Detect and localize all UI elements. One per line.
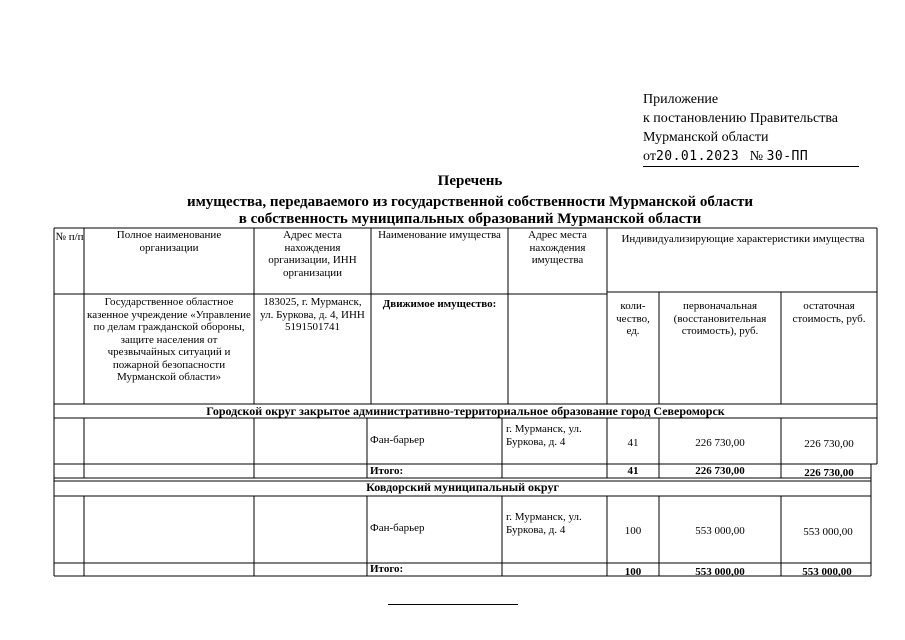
header-characteristics: Индивидуализирующие характеристики имущества xyxy=(621,233,865,245)
total-qty: 41 xyxy=(627,465,639,477)
org-address: 183025, г. Мурманск, ул. Буркова, д. 4, ИНН 5191501741 xyxy=(260,296,365,333)
document-title: Перечень xyxy=(437,173,503,189)
total-qty: 100 xyxy=(624,566,642,578)
header-qty: коли-чество, ед. xyxy=(616,300,650,337)
total-label: Итого: xyxy=(370,563,404,575)
footer-separator xyxy=(388,604,518,605)
item-residual-cost: 226 730,00 xyxy=(804,438,854,450)
header-property-address: Адрес места нахождения имущества xyxy=(528,229,587,266)
document-subtitle-1: имущества, передаваемого из государственной собственности Мурманской области xyxy=(186,194,754,210)
number-prefix: № xyxy=(749,149,764,164)
total-residual-cost: 226 730,00 xyxy=(804,467,854,479)
section-title-severomorsk: Городской округ закрытое административно-территориальное образование город Североморск xyxy=(206,404,725,418)
total-residual-cost: 553 000,00 xyxy=(802,566,852,578)
item-address: г. Мурманск, ул. Буркова, д. 4 xyxy=(506,511,582,536)
header-property-name: Наименование имущества xyxy=(378,229,501,241)
decree-date: 20.01.2023 xyxy=(655,149,740,164)
property-type: Движимое имущество: xyxy=(382,298,497,310)
item-residual-cost: 553 000,00 xyxy=(803,526,853,538)
header-residual-cost: остаточная стоимость, руб. xyxy=(792,300,866,325)
item-qty: 100 xyxy=(624,525,642,537)
item-initial-cost: 226 730,00 xyxy=(695,437,745,449)
item-name: Фан-барьер xyxy=(370,522,425,534)
header-initial-cost: первоначальная (восстановительная стоимость), руб. xyxy=(673,300,767,337)
section-title-kovdor: Ковдорский муниципальный округ xyxy=(366,480,559,494)
header-num: № п/п xyxy=(55,231,84,243)
total-initial-cost: 226 730,00 xyxy=(695,465,745,477)
item-qty: 41 xyxy=(627,437,639,449)
appendix-line-3: Мурманской области xyxy=(643,130,769,145)
org-name: Государственное областное казенное учреждение «Управление по делам гражданской обороны, защите населения от чрезвычайных ситуаций и пожарной безопасности Мурманской области» xyxy=(87,296,251,383)
document-subtitle-2: в собственность муниципальных образований Мурманской области xyxy=(238,211,702,227)
decree-number: 30-ПП xyxy=(766,149,809,164)
item-initial-cost: 553 000,00 xyxy=(695,525,745,537)
total-label: Итого: xyxy=(370,465,404,477)
total-initial-cost: 553 000,00 xyxy=(695,566,745,578)
item-name: Фан-барьер xyxy=(370,434,425,446)
item-address: г. Мурманск, ул. Буркова, д. 4 xyxy=(506,423,582,448)
header-org-name: Полное наименование организации xyxy=(116,229,222,254)
date-prefix: от xyxy=(643,149,656,164)
appendix-line-1: Приложение xyxy=(643,92,719,107)
appendix-line-2: к постановлению Правительства xyxy=(643,111,839,126)
header-org-address: Адрес места нахождения организации, ИНН организации xyxy=(268,229,357,279)
